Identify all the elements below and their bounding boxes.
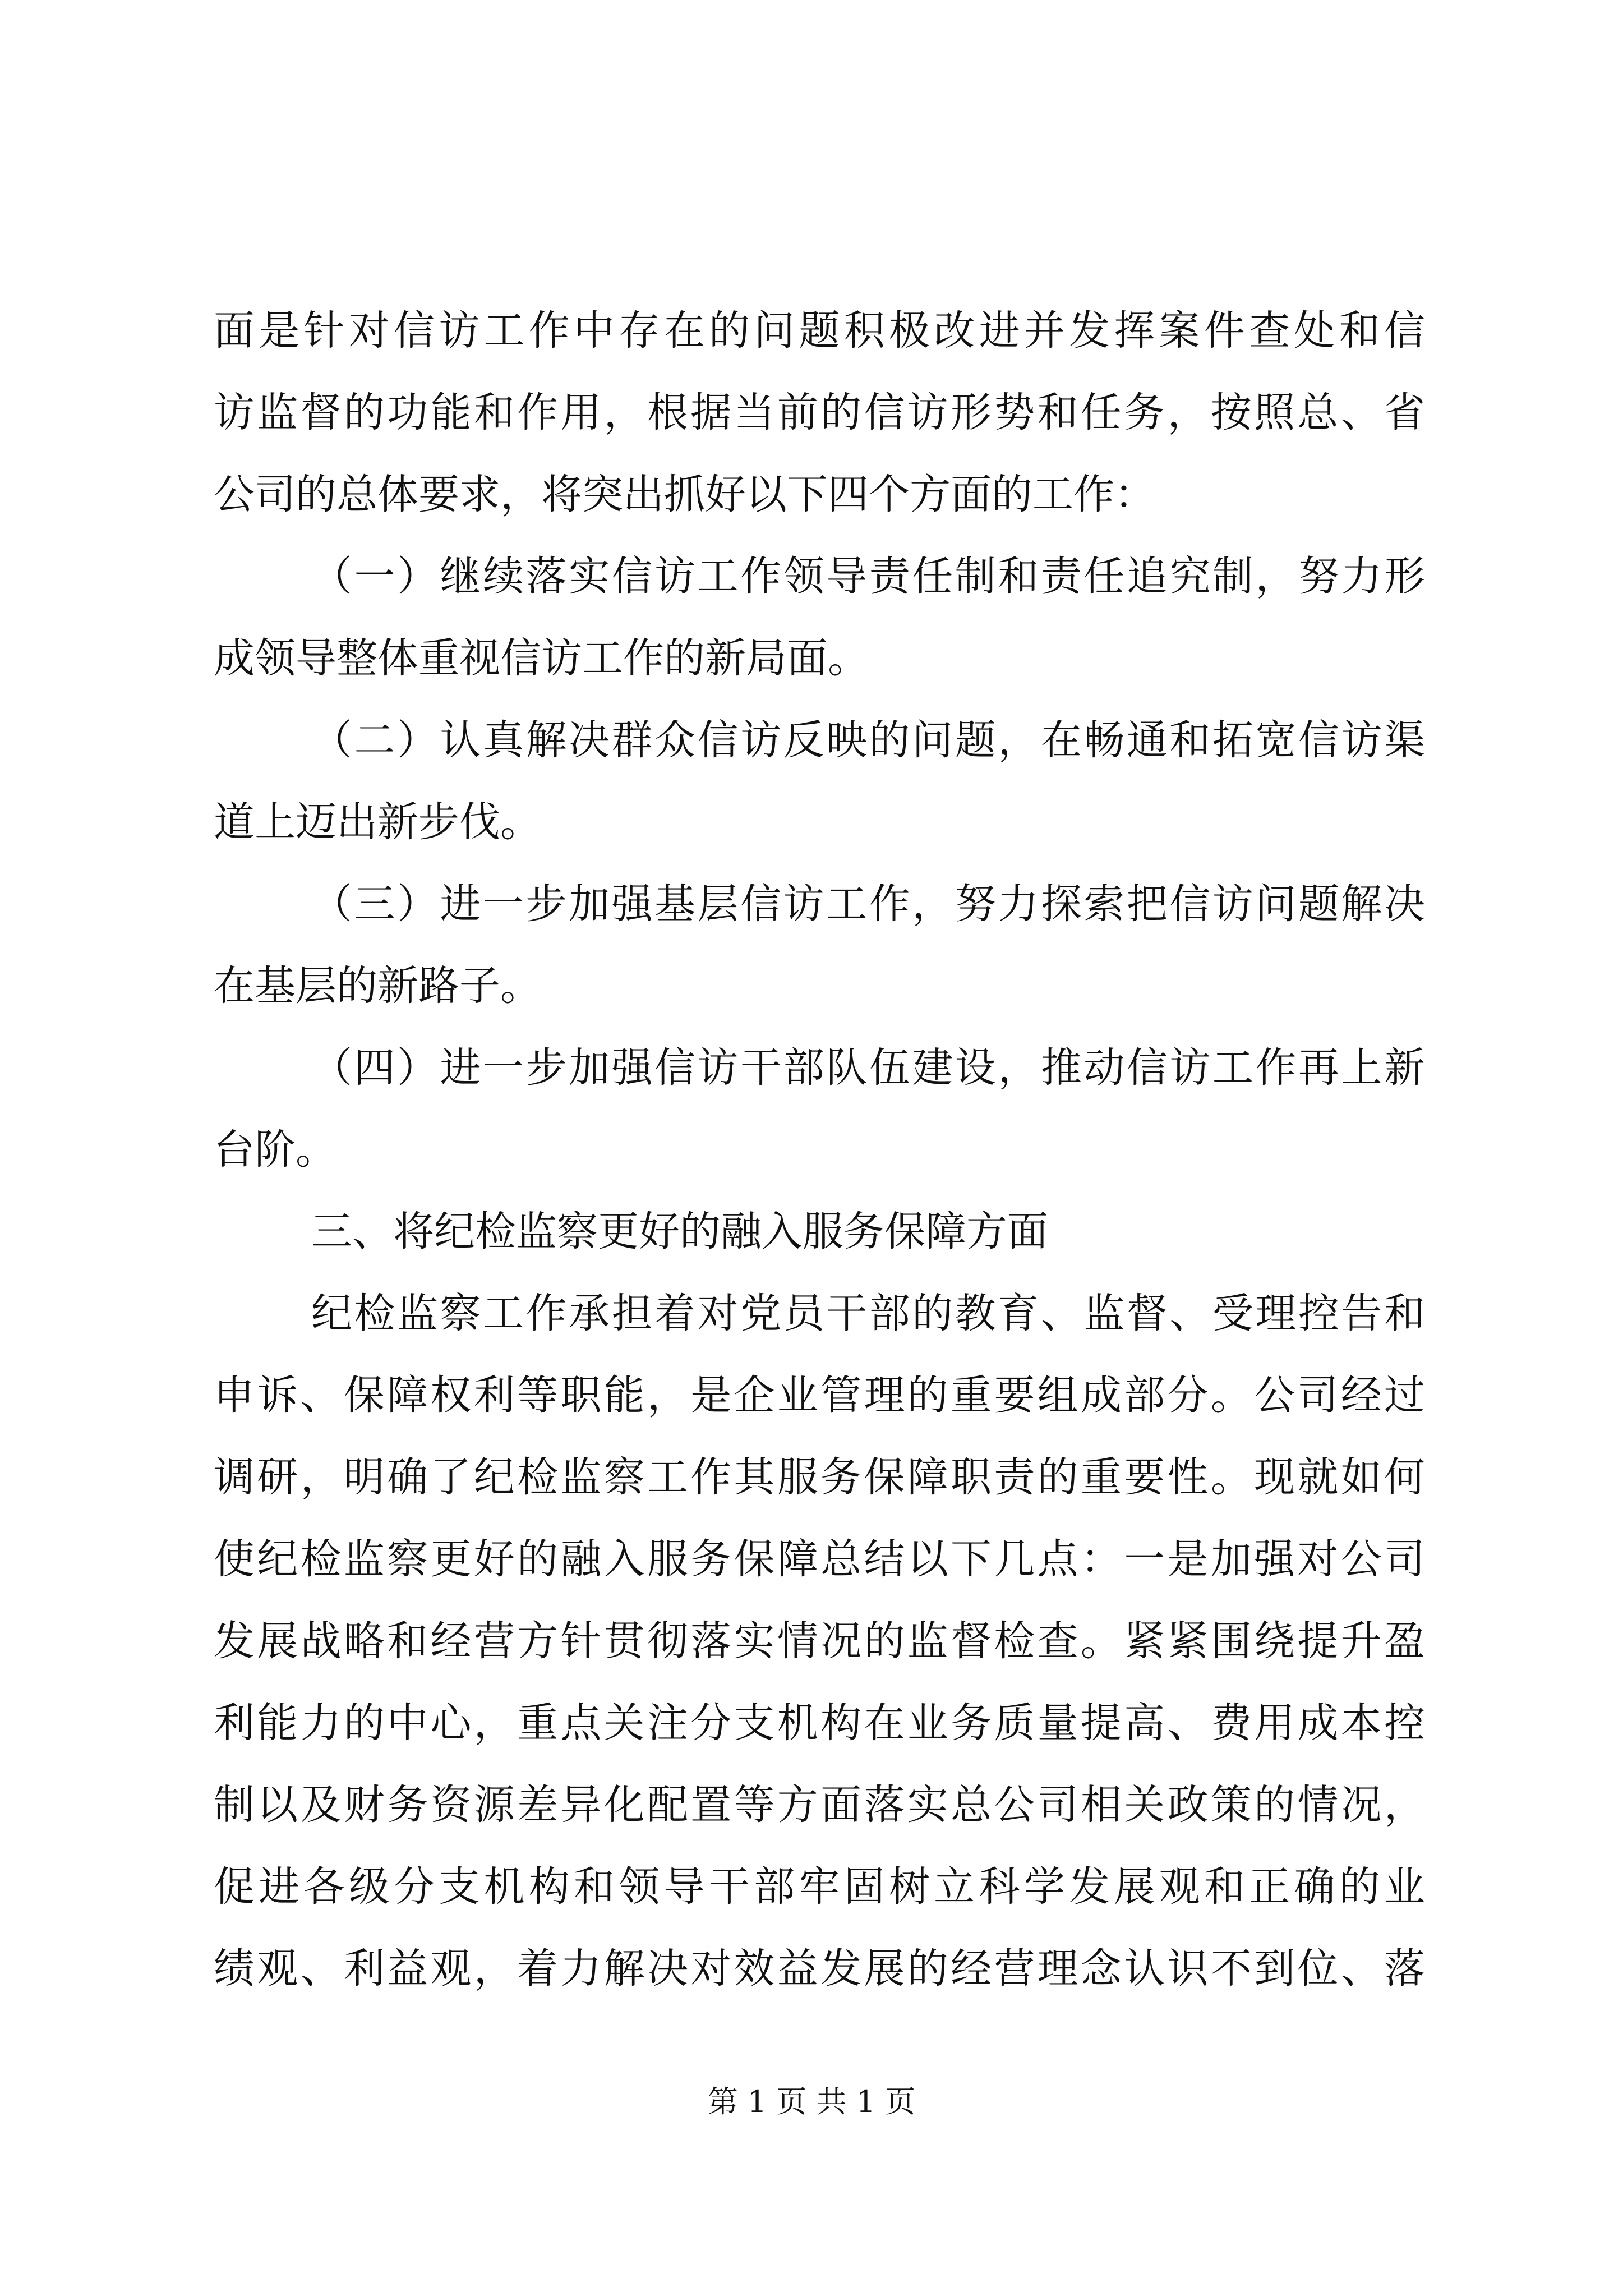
text-line — [0, 1122, 1623, 1178]
text-line-content: 促进各级分支机构和领导干部牢固树立科学发展观和正确的业 — [214, 1863, 1425, 1911]
text-line — [0, 549, 1623, 605]
text-line — [0, 712, 1623, 769]
text-line — [0, 794, 1623, 850]
text-line — [0, 1613, 1623, 1669]
text-line — [0, 385, 1623, 441]
text-line — [0, 1286, 1623, 1342]
text-line-content: 面是针对信访工作中存在的问题积极改进并发挥案件查处和信 — [214, 307, 1425, 355]
text-line — [0, 1941, 1623, 1997]
page-footer: 第 1 页 共 1 页 — [707, 2084, 916, 2119]
text-line-content: （一）继续落实信访工作领导责任制和责任追究制，努力形 — [311, 553, 1425, 600]
text-line — [0, 1695, 1623, 1751]
text-line — [0, 1204, 1623, 1260]
text-line — [0, 1777, 1623, 1833]
text-line-content: 道上迈出新步伐。 — [214, 798, 541, 846]
text-line-content: 调研，明确了纪检监察工作其服务保障职责的重要性。现就如何 — [214, 1453, 1425, 1501]
text-line — [0, 631, 1623, 687]
text-line — [0, 1531, 1623, 1588]
text-line-content: 公司的总体要求，将突出抓好以下四个方面的工作： — [214, 471, 1155, 518]
text-line-content: 成领导整体重视信访工作的新局面。 — [214, 634, 869, 682]
text-line — [0, 303, 1623, 359]
text-line-content: （三）进一步加强基层信访工作，努力探索把信访问题解决 — [311, 880, 1425, 928]
text-line — [0, 1859, 1623, 1915]
text-line-content: （四）进一步加强信访干部队伍建设，推动信访工作再上新 — [311, 1044, 1425, 1092]
text-line-content: 在基层的新路子。 — [214, 962, 541, 1010]
text-line-content: 绩观、利益观，着力解决对效益发展的经营理念认识不到位、落 — [214, 1945, 1425, 1993]
text-line-content: 使纪检监察更好的融入服务保障总结以下几点：一是加强对公司 — [214, 1535, 1425, 1583]
text-line-content: 利能力的中心，重点关注分支机构在业务质量提高、费用成本控 — [214, 1699, 1425, 1747]
text-line — [0, 1450, 1623, 1506]
text-line — [0, 1040, 1623, 1096]
text-line — [0, 467, 1623, 523]
text-line-content: 发展战略和经营方针贯彻落实情况的监督检查。紧紧围绕提升盈 — [214, 1617, 1425, 1665]
text-line — [0, 1368, 1623, 1424]
text-line-content: 台阶。 — [214, 1126, 336, 1174]
text-line — [0, 958, 1623, 1014]
text-line-content: 纪检监察工作承担着对党员干部的教育、监督、受理控告和 — [311, 1290, 1425, 1337]
text-line-content: 三、将纪检监察更好的融入服务保障方面 — [311, 1208, 1048, 1255]
text-line — [0, 876, 1623, 932]
text-line-content: 制以及财务资源差异化配置等方面落实总公司相关政策的情况， — [214, 1781, 1425, 1829]
text-line-content: 申诉、保障权利等职能，是企业管理的重要组成部分。公司经过 — [214, 1372, 1425, 1419]
text-line-content: （二）认真解决群众信访反映的问题，在畅通和拓宽信访渠 — [311, 716, 1425, 764]
text-line-content: 访监督的功能和作用，根据当前的信访形势和任务，按照总、省 — [214, 389, 1425, 436]
